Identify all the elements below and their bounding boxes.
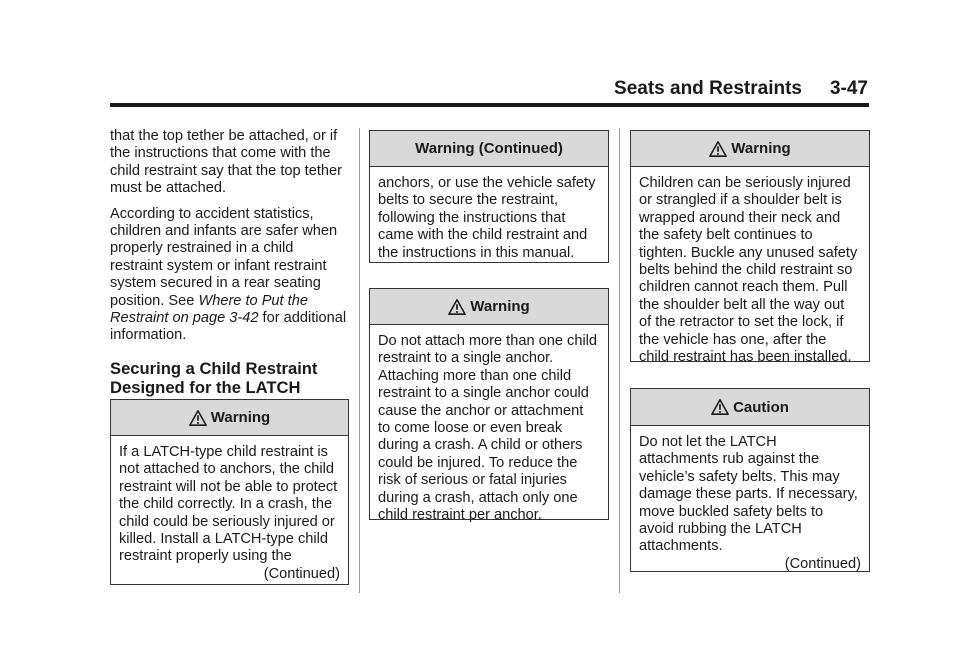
page-number: 3-47 — [829, 78, 868, 99]
subheading-latch: Securing a Child Restraint Designed for the LATCH — [110, 358, 318, 397]
warning-triangle-icon — [448, 298, 466, 316]
caution-triangle-icon — [711, 398, 729, 416]
latch-warning-box — [110, 399, 349, 585]
warning-triangle-icon — [189, 409, 207, 427]
column-divider-2 — [619, 128, 620, 593]
anchor-warning-box — [369, 288, 609, 524]
column-divider-1 — [359, 128, 360, 593]
column-1 — [110, 128, 350, 434]
latch-caution-box — [630, 388, 870, 572]
warning-header — [111, 400, 348, 436]
warning-body: Children can be seriously injured or strangled if a shoulder belt is wrapped around their neck and the safety belt continues to tighten. Buckle any unused safety belts behind the child restraint so children cannot reach them. Pull the shoulder belt all the way out of the retractor to set the lock, if the vehicle has one, after the child restraint has been installed. — [639, 175, 858, 366]
warning-body: If a LATCH-type child restraint is not attached to anchors, the child restraint will not be able to protect the child correctly. In a crash, the child could be seriously injured or killed. Install a LATCH-type child restraint properly using the — [119, 444, 338, 565]
warning-title: Warning — [731, 140, 791, 157]
continued-label: (Continued) — [784, 555, 861, 572]
continued-label: (Continued) — [263, 565, 340, 582]
warning-continued-header — [370, 131, 608, 167]
warning-title: Warning — [470, 298, 530, 315]
caution-title: Caution — [733, 398, 789, 416]
shoulder-belt-warning-box — [630, 130, 870, 366]
warning-continued-body: anchors, or use the vehicle safety belts to secure the restraint, following the instructions that came with the child restraint and the instructions in this manual. — [378, 175, 596, 261]
warning-body: Do not attach more than one child restraint to a single anchor. Attaching more than one child restraint to a single anchor could cause the anchor or attachment to come loose or even break during a crash. A child or others could be injured. To reduce the risk of serious or fatal injuries during a crash, attach only one child restraint per anchor. — [378, 333, 598, 524]
paragraph-text-end: for additional information. — [110, 310, 347, 344]
warning-continued-box — [369, 130, 609, 263]
cross-reference-link[interactable]: Where to Put the Restraint on page 3-42 — [110, 292, 308, 327]
section-title: Seats and Restraints — [614, 78, 802, 99]
paragraph-top-tether: that the top tether be attached, or if the instructions that come with the child restraint say that the top tether must be attached. — [110, 128, 343, 197]
paragraph-accident-statistics — [110, 206, 350, 345]
paragraph-text: According to accident statistics, children and infants are safer when properly restrained in a child restraint system or infant restraint system secured in a rear seating position. See — [110, 205, 338, 309]
caution-body: Do not let the LATCH attachments rub against the vehicle’s safety belts. This may damage these parts. If necessary, move buckled safety belts to avoid rubbing the LATCH attachments. — [639, 434, 858, 555]
caution-header — [631, 389, 869, 426]
header-rule — [110, 103, 869, 107]
warning-header — [370, 289, 608, 325]
warning-title: Warning — [210, 409, 271, 426]
warning-continued-title: Warning (Continued) — [415, 140, 563, 157]
page-header — [110, 78, 868, 102]
warning-triangle-icon — [709, 140, 727, 158]
warning-header — [631, 131, 869, 167]
